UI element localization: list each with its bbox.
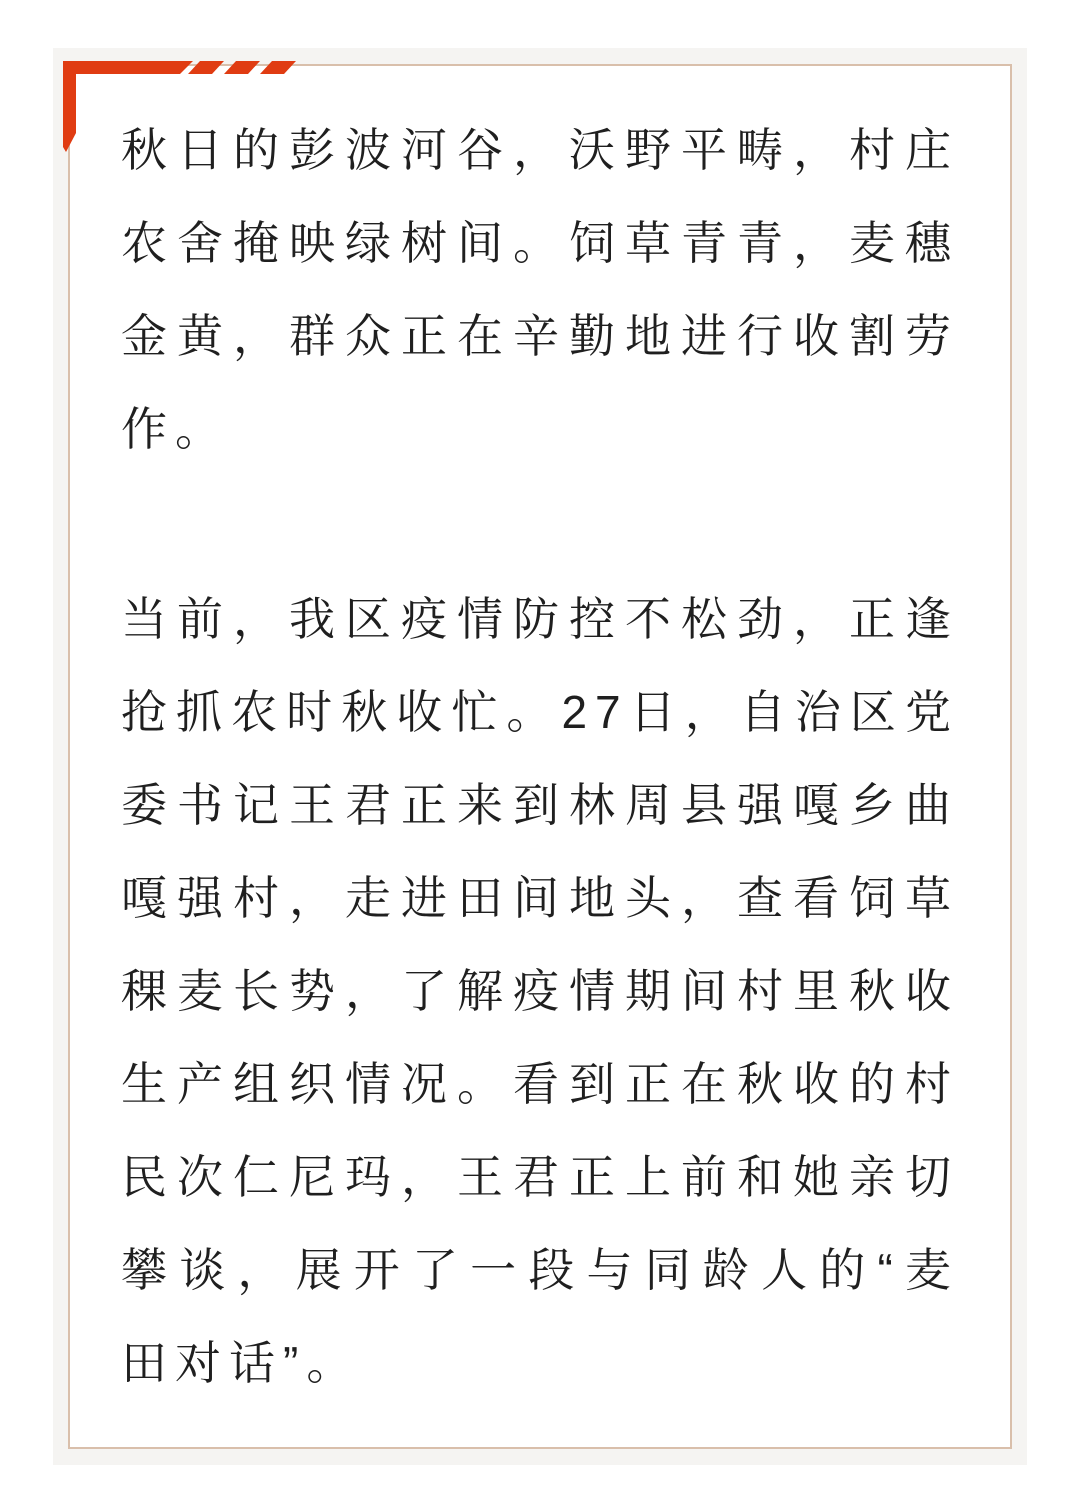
article-line: 稞麦长势，了解疫情期间村里秋收 (121, 965, 959, 1017)
article-line: 田对话”。 (121, 1337, 361, 1389)
article-line: 农舍掩映绿树间。饲草青青，麦穗 (121, 217, 959, 269)
article-line: 抢抓农时秋收忙。27日，自治区党 (121, 686, 959, 738)
article-line: 嘎强村，走进田间地头，查看饲草 (121, 872, 959, 924)
article-line: 民次仁尼玛，王君正上前和她亲切 (121, 1151, 959, 1203)
paragraph-2 (121, 573, 959, 1410)
article-body (70, 66, 1010, 1410)
article-line: 秋日的彭波河谷，沃野平畴，村庄 (121, 124, 959, 176)
outer-frame (53, 48, 1027, 1465)
article-line: 委书记王君正来到林周县强嘎乡曲 (121, 779, 959, 831)
article-line: 生产组织情况。看到正在秋收的村 (121, 1058, 959, 1110)
article-line: 当前，我区疫情防控不松劲，正逢 (121, 593, 959, 645)
article-line: 攀谈，展开了一段与同龄人的“麦 (121, 1244, 959, 1296)
article-line: 作。 (121, 403, 229, 455)
content-card (68, 64, 1012, 1449)
article-line: 金黄，群众正在辛勤地进行收割劳 (121, 310, 959, 362)
paragraph-1 (121, 104, 959, 476)
